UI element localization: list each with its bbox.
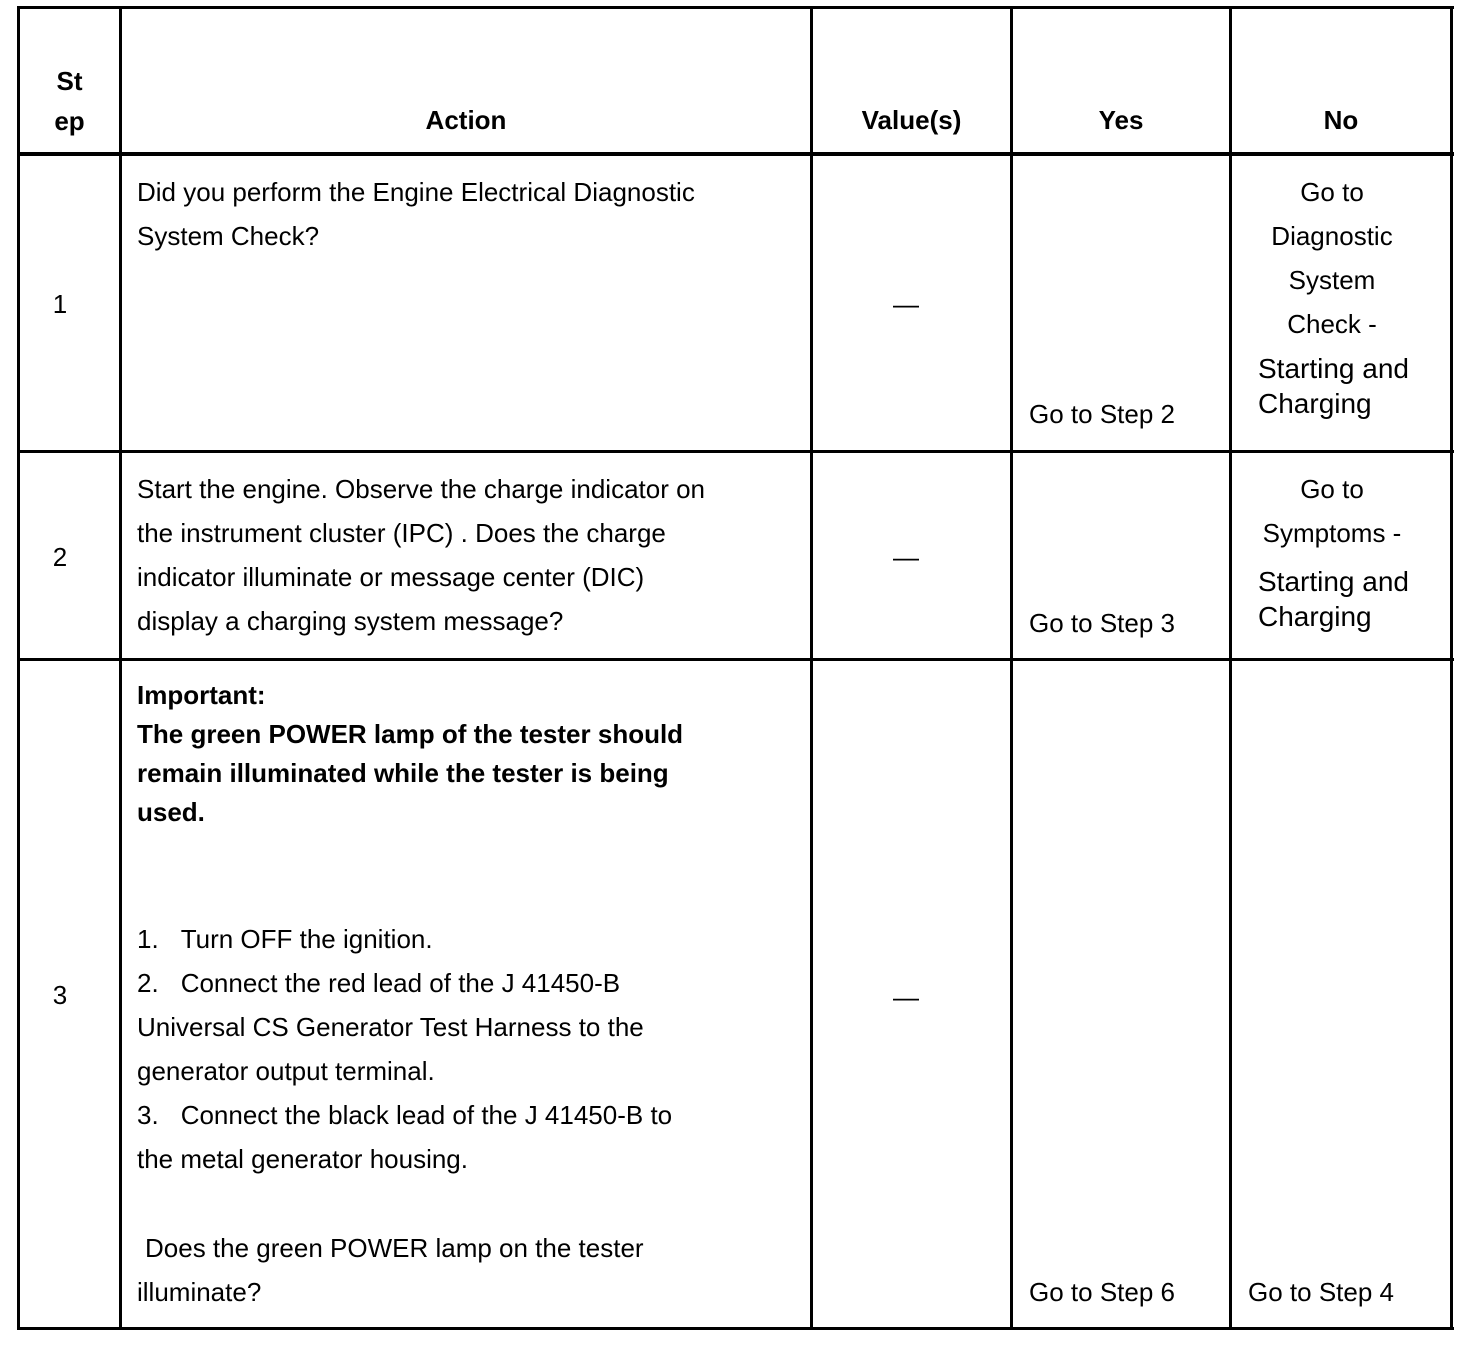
action-line: Did you perform the Engine Electrical Diagnostic (137, 177, 695, 207)
question-line: Does the green POWER lamp on the tester (145, 1233, 644, 1263)
header-yes: Yes (1098, 105, 1144, 135)
step-number: 2 (52, 542, 68, 572)
row-divider (17, 450, 1454, 453)
procedure-steps (137, 917, 672, 1181)
yes-link[interactable]: Go to Step 6 (1029, 1277, 1175, 1307)
no-line: Charging (1258, 388, 1372, 419)
action-line: Start the engine. Observe the charge indicator on (137, 474, 706, 504)
value-cell: — (893, 982, 919, 1012)
action-line: display a charging system message? (137, 606, 564, 636)
no-line: Diagnostic (1271, 221, 1393, 251)
no-line: Starting and (1258, 353, 1409, 384)
important-label: Important: (137, 680, 266, 710)
column-divider (810, 6, 813, 1330)
header-step-line: St (56, 66, 83, 96)
action-line: the instrument cluster (IPC) . Does the charge (137, 518, 666, 548)
column-divider (119, 6, 122, 1330)
action-line: System Check? (137, 221, 320, 251)
important-line: remain illuminated while the tester is being (137, 758, 669, 788)
column-divider (17, 6, 20, 1330)
no-link[interactable] (1232, 170, 1432, 346)
step-number: 3 (52, 980, 68, 1010)
important-note (137, 676, 683, 832)
no-link-continued[interactable] (1258, 351, 1409, 421)
no-line: Go to (1300, 474, 1364, 504)
no-line: Charging (1258, 601, 1372, 632)
no-line: Symptoms - (1262, 518, 1402, 548)
no-line: Check - (1287, 309, 1377, 339)
column-divider (1450, 6, 1453, 1330)
yes-link[interactable]: Go to Step 2 (1029, 399, 1175, 429)
header-values: Value(s) (861, 105, 962, 135)
table-bottom-border (17, 1327, 1454, 1330)
header-step-line: ep (54, 106, 85, 136)
row-divider (17, 658, 1454, 661)
header-divider (17, 152, 1454, 156)
procedure-step-continued: the metal generator housing. (137, 1144, 468, 1174)
procedure-step: 3. Connect the black lead of the J 41450-B to (137, 1100, 673, 1130)
yes-link[interactable]: Go to Step 3 (1029, 608, 1175, 638)
action-line: indicator illuminate or message center (DIC) (137, 562, 645, 592)
header-step (20, 61, 119, 141)
header-action: Action (425, 105, 507, 135)
no-link[interactable]: Go to Step 4 (1248, 1277, 1394, 1307)
no-link[interactable] (1232, 467, 1432, 555)
question-line: illuminate? (137, 1277, 262, 1307)
value-cell: — (893, 289, 919, 319)
action-text (137, 170, 695, 258)
no-line: Go to (1300, 177, 1364, 207)
procedure-step-continued: generator output terminal. (137, 1056, 435, 1086)
value-cell: — (893, 542, 919, 572)
procedure-step: 1. Turn OFF the ignition. (137, 924, 433, 954)
column-divider (1010, 6, 1013, 1330)
step-number: 1 (52, 289, 68, 319)
header-no: No (1323, 105, 1359, 135)
question-text (137, 1226, 644, 1314)
important-line: used. (137, 797, 205, 827)
no-link-continued[interactable] (1258, 564, 1409, 634)
procedure-step-continued: Universal CS Generator Test Harness to the (137, 1012, 644, 1042)
table-top-border (17, 6, 1454, 9)
procedure-step: 2. Connect the red lead of the J 41450-B (137, 968, 621, 998)
no-line: System (1288, 265, 1376, 295)
no-line: Starting and (1258, 566, 1409, 597)
important-line: The green POWER lamp of the tester should (137, 719, 684, 749)
action-text (137, 467, 705, 643)
